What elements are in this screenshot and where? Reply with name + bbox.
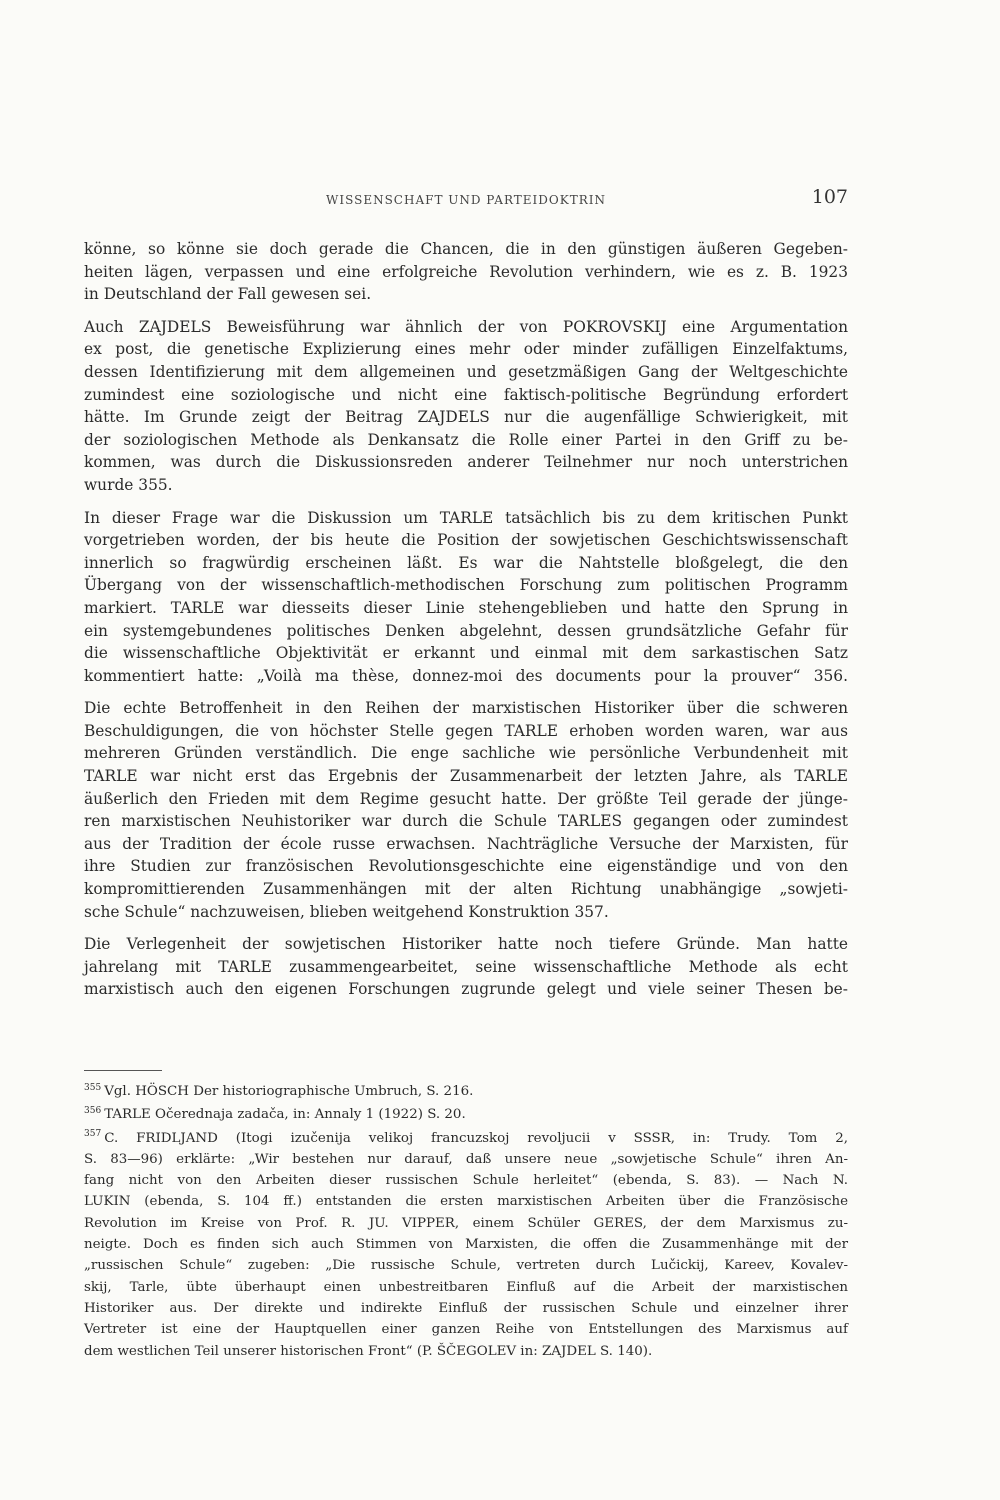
- running-head: [84, 186, 848, 220]
- footnote-text: dem westlichen Teil unserer historischen Front“ (P. ŠČEGOLEV in: ZAJDEL S. 140).: [84, 1343, 653, 1359]
- footnote-text: Historiker aus. Der direkte und indirekte Einfluß der russischen Schule und einzelner ihrer: [84, 1300, 848, 1316]
- paragraph-5: [84, 933, 848, 1001]
- text-line: kommen, was durch die Diskussionsreden anderer Teilnehmer nur noch unterstrichen: [84, 453, 848, 472]
- footnote-text: LUKIN (ebenda, S. 104 ff.) entstanden die ersten marxistischen Arbeiten über die Französische: [84, 1194, 848, 1210]
- footnote-text: skij, Tarle, übte überhaupt einen unbestreitbaren Einfluß auf die Arbeit der marxistischen: [84, 1279, 848, 1295]
- text-line: innerlich so fragwürdig erscheinen läßt. Es war die Nahtstelle bloßgelegt, die den: [84, 553, 848, 572]
- footnote-text: „russischen Schule“ zugeben: „Die russische Schule, vertreten durch Lučickij, Kareev, Kovalev-: [84, 1258, 848, 1274]
- text-line: In dieser Frage war die Diskussion um TARLE tatsächlich bis zu dem kritischen Punkt: [84, 508, 848, 527]
- footnote-number: 355: [84, 1082, 102, 1093]
- footnote-text: fang nicht von den Arbeiten dieser russischen Schule herleitet“ (ebenda, S. 83). — Nach N.: [84, 1173, 848, 1189]
- footnotes: [84, 1081, 848, 1362]
- footnote-number: 356: [84, 1105, 102, 1116]
- footnote-number: 357: [84, 1129, 102, 1140]
- footnote-text: neigte. Doch es finden sich auch Stimmen von Marxisten, die offen die Zusammenhänge mit der: [84, 1237, 848, 1253]
- paragraph-2: [84, 316, 848, 497]
- body-text: [84, 238, 848, 1001]
- text-line: hätte. Im Grunde zeigt der Beitrag ZAJDELS nur die augenfällige Schwierigkeit, mit: [84, 408, 848, 427]
- paragraph-4: [84, 697, 848, 923]
- footnote-text: TARLE Očerednaja zadača, in: Annaly 1 (1922) S. 20.: [104, 1107, 466, 1123]
- running-title: WISSENSCHAFT UND PARTEIDOKTRIN: [326, 193, 606, 207]
- text-line: mehreren Gründen verständlich. Die enge sachliche wie persönliche Verbundenheit mit: [84, 744, 848, 763]
- text-line: äußerlich den Frieden mit dem Regime gesucht hatte. Der größte Teil gerade der jünge-: [84, 789, 848, 808]
- footnote-text: Revolution im Kreise von Prof. R. JU. VIPPER, einem Schüler GERES, der dem Marxismus zu-: [84, 1215, 848, 1231]
- paragraph-3: [84, 507, 848, 688]
- footnote-text: C. FRIDLJAND (Itogi izučenija velikoj francuzskoj revoljucii v SSSR, in: Trudy. Tom 2,: [104, 1130, 848, 1146]
- text-line: die wissenschaftliche Objektivität er erkannt und einmal mit dem sarkastischen Satz: [84, 644, 848, 663]
- text-line: Beschuldigungen, die von höchster Stelle gegen TARLE erhoben worden waren, war aus: [84, 721, 848, 740]
- text-line: markiert. TARLE war diesseits dieser Linie stehengeblieben und hatte den Sprung in: [84, 598, 848, 617]
- text-line: der soziologischen Methode als Denkansatz die Rolle einer Partei in den Griff zu be-: [84, 430, 848, 449]
- text-line: aus der Tradition der école russe erwachsen. Nachträgliche Versuche der Marxisten, für: [84, 834, 848, 853]
- text-line: Die Verlegenheit der sowjetischen Historiker hatte noch tiefere Gründe. Man hatte: [84, 935, 848, 954]
- text-line: Auch ZAJDELS Beweisführung war ähnlich der von POKROVSKIJ eine Argumentation: [84, 317, 848, 336]
- text-line: könne, so könne sie doch gerade die Chancen, die in den günstigen äußeren Gegeben-: [84, 240, 848, 258]
- footnote-356: [84, 1104, 848, 1125]
- text-line: ihre Studien zur französischen Revolutionsgeschichte eine eigenständige und von den: [84, 857, 848, 876]
- text-line: Die echte Betroffenheit in den Reihen der marxistischen Historiker über die schweren: [84, 699, 848, 718]
- text-line: Übergang von der wissenschaftlich-methodischen Forschung zum politischen Programm: [84, 576, 848, 595]
- footnote-text: Vertreter ist eine der Hauptquellen einer ganzen Reihe von Entstellungen des Marxismus auf: [84, 1322, 848, 1338]
- text-line: jahrelang mit TARLE zusammengearbeitet, seine wissenschaftliche Methode als echt: [84, 957, 848, 976]
- text-line: sche Schule“ nachzuweisen, blieben weitgehend Konstruktion 357.: [84, 902, 609, 921]
- footnote-text: Vgl. HÖSCH Der historiographische Umbruch, S. 216.: [104, 1084, 474, 1099]
- footnote-divider: [84, 1070, 162, 1071]
- text-line: ein systemgebundenes politisches Denken abgelehnt, dessen grundsätzliche Gefahr für: [84, 621, 848, 640]
- text-line: wurde 355.: [84, 475, 173, 494]
- text-line: heiten lägen, verpassen und eine erfolgreiche Revolution verhindern, wie es z. B. 1923: [84, 262, 848, 281]
- text-line: vorgetrieben worden, der bis heute die Position der sowjetischen Geschichtswissenschaft: [84, 531, 848, 550]
- text-line: kompromittierenden Zusammenhängen mit der alten Richtung unabhängige „sowjeti-: [84, 880, 848, 899]
- text-line: ex post, die genetische Explizierung eines mehr oder minder zufälligen Einzelfaktums,: [84, 340, 848, 359]
- footnote-text: S. 83—96) erklärte: „Wir bestehen nur darauf, daß unsere neue „sowjetische Schule“ ihren An-: [84, 1151, 848, 1167]
- paragraph-1: [84, 238, 848, 306]
- text-line: zumindest eine soziologische und nicht eine faktisch-politische Begründung erfordert: [84, 385, 848, 404]
- text-line: in Deutschland der Fall gewesen sei.: [84, 285, 372, 304]
- text-line: dessen Identifizierung mit dem allgemeinen und gesetzmäßigen Gang der Weltgeschichte: [84, 362, 848, 381]
- text-line: ren marxistischen Neuhistoriker war durch die Schule TARLES gegangen oder zumindest: [84, 812, 848, 831]
- text-line: TARLE war nicht erst das Ergebnis der Zusammenarbeit der letzten Jahre, als TARLE: [84, 767, 848, 786]
- text-line: kommentiert hatte: „Voilà ma thèse, donnez-moi des documents pour la prouver“ 356.: [84, 666, 848, 685]
- footnote-355: [84, 1081, 848, 1102]
- footnote-357: [84, 1128, 848, 1362]
- text-line: marxistisch auch den eigenen Forschungen zugrunde gelegt und viele seiner Thesen be-: [84, 980, 848, 999]
- page-number: 107: [811, 186, 848, 208]
